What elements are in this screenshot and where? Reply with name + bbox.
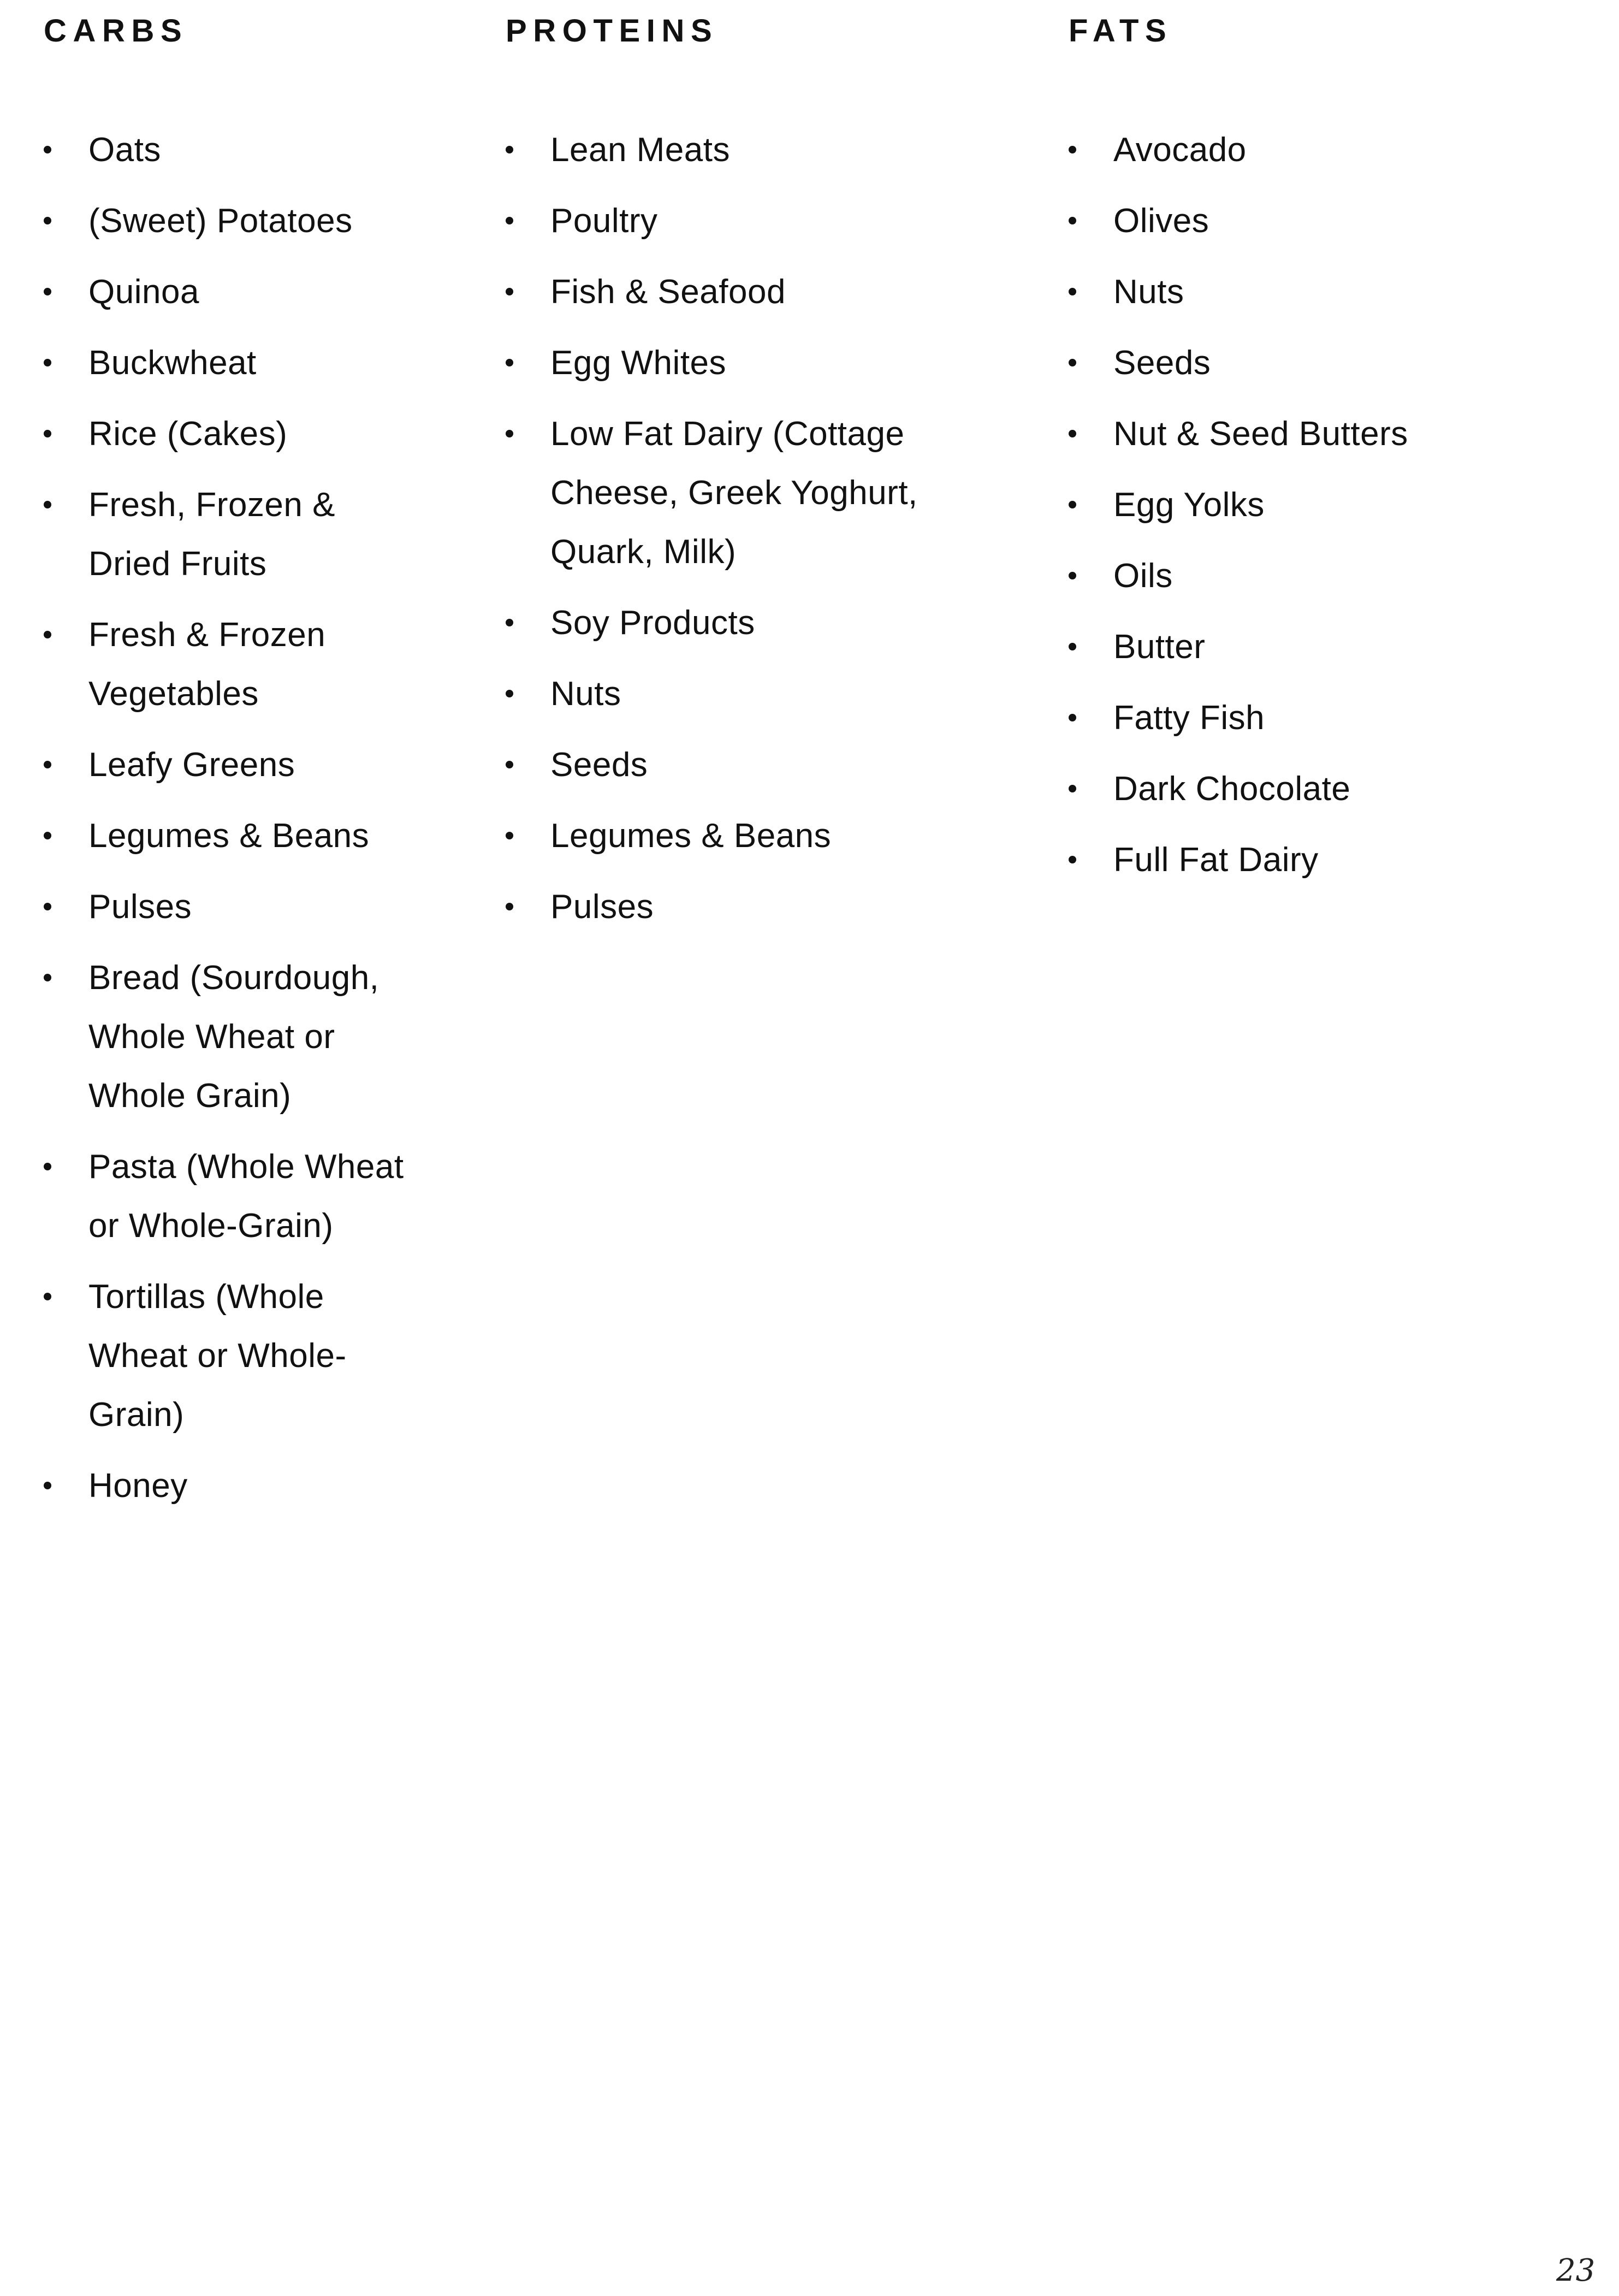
bullet-icon [44,903,51,910]
list-item [44,405,535,464]
list-item [1069,121,1560,180]
bullet-icon [506,430,513,437]
list-item-label: Fish & Seafood [550,273,786,311]
list-item-label: Nuts [550,675,621,713]
list-item-label: Rice (Cakes) [88,415,288,453]
bullet-icon [506,146,513,153]
bullet-icon [506,690,513,697]
list-item [1069,192,1560,251]
list-item [1069,689,1560,748]
bullet-icon [44,1293,51,1300]
list-item [1069,831,1560,890]
list-item [44,606,535,724]
list-item [1069,476,1560,535]
list-item [1069,618,1560,677]
list-item-label: Legumes & Beans [550,817,832,855]
bullet-icon [1069,501,1076,508]
bullet-icon [44,501,51,508]
list-item [506,192,997,251]
list-item [506,263,997,322]
proteins-heading: PROTEINS [506,13,719,49]
bullet-icon [506,217,513,224]
list-item [44,1457,535,1516]
list-item [44,121,535,180]
list-item [506,405,997,582]
list-item-label: Quinoa [88,273,199,311]
list-item [44,1268,535,1445]
list-item-label: Pulses [88,888,192,926]
list-item-label: Egg Whites [550,344,727,382]
bullet-icon [44,430,51,437]
list-item-label: Low Fat Dairy (Cottage Cheese, Greek Yoghurt, Quark, Milk) [550,415,918,571]
bullet-icon [44,217,51,224]
bullet-icon [1069,359,1076,366]
list-item [44,949,535,1126]
list-item [506,121,997,180]
list-item-label: Dark Chocolate [1113,770,1351,808]
list-item-label: Fresh & Frozen Vegetables [88,616,326,713]
list-item [44,476,535,594]
list-item [1069,760,1560,819]
list-item [506,878,997,937]
list-item-label: Oils [1113,557,1173,595]
list-item-label: Honey [88,1467,188,1505]
list-item-label: Poultry [550,202,658,240]
bullet-icon [44,832,51,839]
list-item-label: Buckwheat [88,344,257,382]
list-item-label: Oats [88,131,161,169]
bullet-icon [44,1163,51,1170]
list-item-label: Pulses [550,888,654,926]
list-item [506,736,997,795]
list-item-label: Legumes & Beans [88,817,370,855]
bullet-icon [44,288,51,295]
list-item-label: Tortillas (Whole Wheat or Whole- Grain) [88,1278,347,1434]
list-item-label: Seeds [550,746,648,784]
fats-list [1069,121,1560,902]
list-item-label: Olives [1113,202,1209,240]
bullet-icon [44,1482,51,1489]
list-item [44,807,535,866]
bullet-icon [506,903,513,910]
bullet-icon [1069,288,1076,295]
carbs-list [44,121,535,1528]
bullet-icon [1069,217,1076,224]
carbs-column [44,12,404,1505]
list-item [1069,405,1560,464]
list-item [44,192,535,251]
list-item-label: Pasta (Whole Wheat or Whole-Grain) [88,1148,404,1245]
list-item [506,807,997,866]
list-item-label: Nuts [1113,273,1184,311]
bullet-icon [44,974,51,981]
proteins-column [506,12,918,926]
list-item [44,334,535,393]
bullet-icon [1069,572,1076,579]
list-item [1069,547,1560,606]
list-item-label: Seeds [1113,344,1211,382]
bullet-icon [506,761,513,768]
list-item-label: Bread (Sourdough, Whole Wheat or Whole Grain) [88,959,379,1115]
list-item-label: Fatty Fish [1113,699,1265,737]
list-item [44,1138,535,1256]
list-item-label: Soy Products [550,604,755,642]
page-number: 23 [1556,2253,1596,2288]
bullet-icon [1069,430,1076,437]
bullet-icon [1069,856,1076,863]
list-item [44,878,535,937]
list-item-label: Leafy Greens [88,746,295,784]
proteins-list [506,121,997,949]
list-item-label: Nut & Seed Butters [1113,415,1408,453]
bullet-icon [1069,785,1076,792]
list-item [1069,263,1560,322]
bullet-icon [1069,643,1076,650]
list-item [44,263,535,322]
bullet-icon [44,631,51,638]
bullet-icon [506,832,513,839]
bullet-icon [44,146,51,153]
bullet-icon [506,619,513,626]
list-item [506,334,997,393]
list-item-label: Lean Meats [550,131,730,169]
list-item [506,594,997,653]
list-item-label: (Sweet) Potatoes [88,202,353,240]
bullet-icon [506,288,513,295]
bullet-icon [44,761,51,768]
bullet-icon [506,359,513,366]
carbs-heading: CARBS [44,13,188,49]
list-item-label: Fresh, Frozen & Dried Fruits [88,486,335,583]
list-item-label: Egg Yolks [1113,486,1265,524]
fats-column [1069,12,1408,879]
bullet-icon [1069,714,1076,721]
bullet-icon [44,359,51,366]
list-item [44,736,535,795]
list-item-label: Butter [1113,628,1206,666]
fats-heading: FATS [1069,13,1173,49]
list-item [1069,334,1560,393]
list-item [506,665,997,724]
bullet-icon [1069,146,1076,153]
list-item-label: Avocado [1113,131,1247,169]
list-item-label: Full Fat Dairy [1113,841,1319,879]
